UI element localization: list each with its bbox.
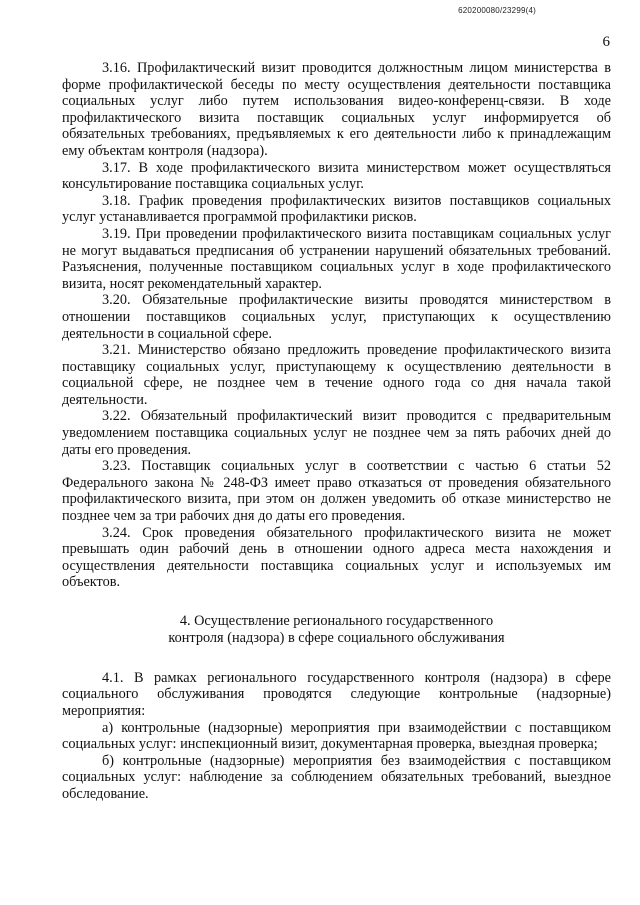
paragraph-3-18: 3.18. График проведения профилактических визитов поставщиков социальных услуг устанавливается программой профилактики рисков.	[62, 192, 611, 226]
paragraph-3-22: 3.22. Обязательный профилактический визит проводится с предварительным уведомлением поставщика социальных услуг не позднее чем за пять рабочих дней до даты его проведения.	[62, 408, 611, 458]
document-registration-code: 620200080/23299(4)	[458, 6, 536, 15]
section-heading-line-1: 4. Осуществление регионального государственного	[179, 613, 494, 629]
paragraph-3-23: 3.23. Поставщик социальных услуг в соответствии с частью 6 статьи 52 Федерального закона № 248-ФЗ имеет право отказаться от проведения обязательного профилактического визита, при этом он должен уведомить об отказе министерство не позднее чем за три рабочих дня до даты его проведения.	[62, 458, 611, 525]
paragraph-4-1-a: а) контрольные (надзорные) мероприятия при взаимодействии с поставщиком социальных услуг: инспекционный визит, документарная проверка, выездная проверка;	[62, 719, 611, 753]
section-4-heading	[62, 613, 611, 648]
paragraph-3-16: 3.16. Профилактический визит проводится должностным лицом министерства в форме профилактической беседы по месту осуществления деятельности поставщика социальных услуг либо путем использования видео-конференц-связи. В ходе профилактического визита поставщик социальных услуг информируется об обязательных требованиях, предъявляемых к его деятельности либо к принадлежащим ему объектам контроля (надзора).	[62, 60, 611, 159]
paragraph-3-20: 3.20. Обязательные профилактические визиты проводятся министерством в отношении поставщиков социальных услуг, приступающих к осуществлению деятельности в социальной сфере.	[62, 292, 611, 342]
document-body	[62, 60, 611, 803]
paragraph-3-21: 3.21. Министерство обязано предложить проведение профилактического визита поставщику социальных услуг, приступающему к осуществлению деятельности в социальной сфере, не позднее чем в течение одного года со дня начала такой деятельности.	[62, 342, 611, 408]
section-heading-line-2: контроля (надзора) в сфере социального обслуживания	[168, 630, 505, 647]
paragraph-3-17: 3.17. В ходе профилактического визита министерством может осуществляться консультирование поставщика социальных услуг.	[62, 159, 611, 193]
paragraph-3-19: 3.19. При проведении профилактического визита поставщикам социальных услуг не могут выдаваться предписания об устранении нарушений обязательных требований. Разъяснения, полученные поставщиком социальных услуг в ходе профилактического визита, носят рекомендательный характер.	[62, 225, 611, 292]
paragraph-4-1: 4.1. В рамках регионального государственного контроля (надзора) в сфере социального обслуживания проводятся следующие контрольные (надзорные) мероприятия:	[62, 669, 611, 719]
paragraph-4-1-b: б) контрольные (надзорные) мероприятия без взаимодействия с поставщиком социальных услуг: наблюдение за соблюдением обязательных требований, выездное обследование.	[62, 752, 611, 802]
paragraph-3-24: 3.24. Срок проведения обязательного профилактического визита не может превышать один рабочий день в отношении одного адреса места нахождения и осуществления деятельности поставщика социальных услуг и используемых им объектов.	[62, 524, 611, 591]
page-number: 6	[602, 34, 610, 50]
